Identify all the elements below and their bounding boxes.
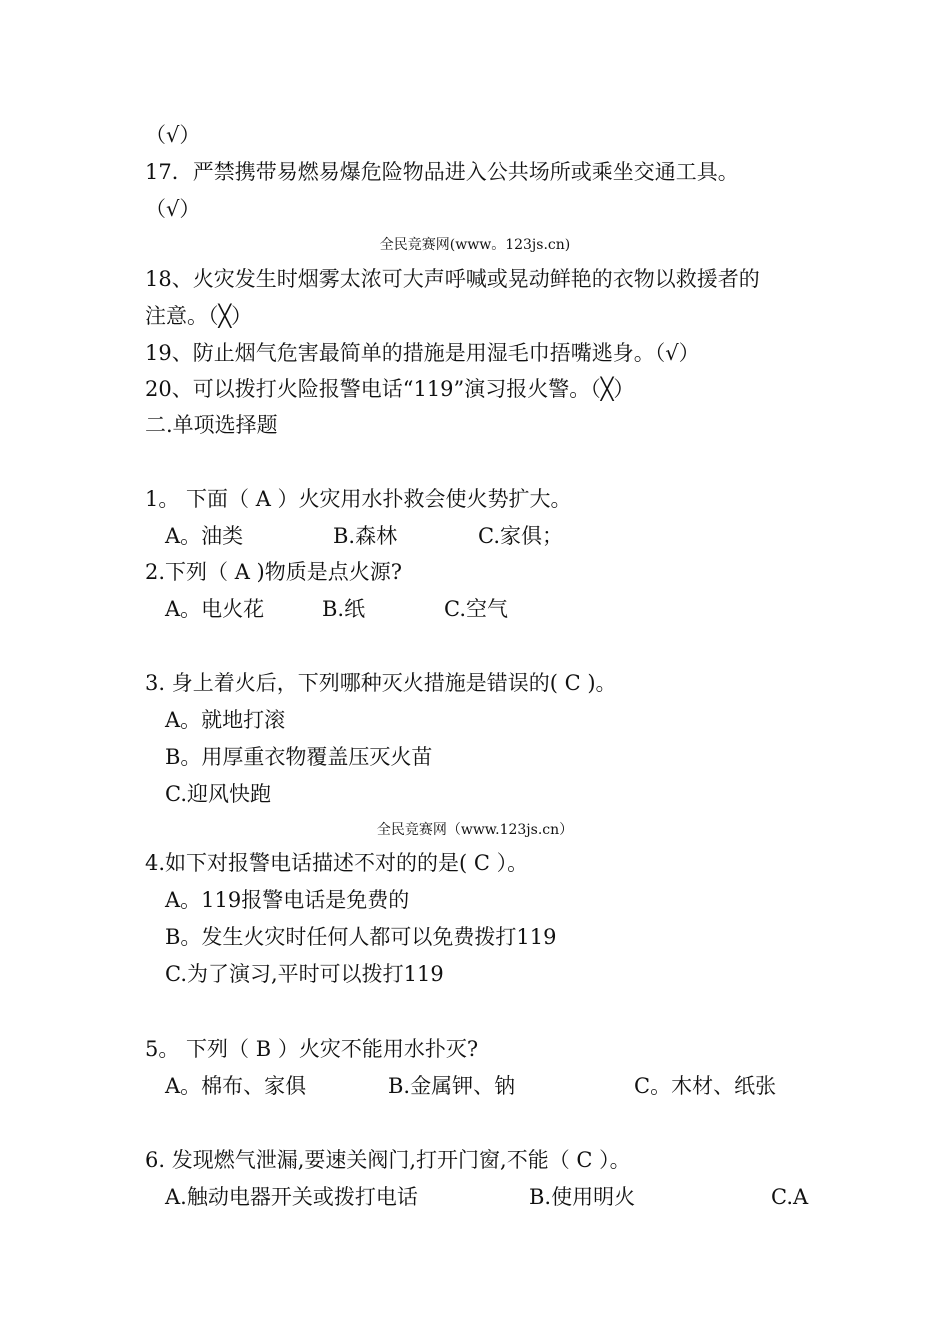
- statement-18: 18、火灾发生时烟雾太浓可大声呼喊或晃动鲜艳的衣物以救援者的: [145, 267, 760, 291]
- option-c: C.空气: [444, 597, 508, 621]
- section-heading: 二.单项选择题: [145, 413, 278, 437]
- statement-18-continued: 注意。（╳）: [145, 304, 253, 328]
- option-a: A。油类: [165, 524, 244, 548]
- option-a: A。就地打滚: [165, 708, 286, 732]
- option-a: A。棉布、家俱: [165, 1074, 307, 1098]
- question-5: 5。 下列（ B ）火灾不能用水扑灭?: [145, 1037, 479, 1061]
- statement-19: 19、防止烟气危害最简单的措施是用湿毛巾捂嘴逃身。（√）: [145, 341, 700, 365]
- option-c: C.迎风快跑: [165, 782, 271, 806]
- option-b: B.金属钾、钠: [388, 1074, 516, 1098]
- option-c: C.为了演习,平时可以拨打119: [165, 962, 444, 986]
- watermark-text: 全民竞赛网(www。123js.cn): [379, 237, 571, 253]
- question-6: 6. 发现燃气泄漏,要速关阀门,打开门窗,不能（ C ）。: [145, 1148, 631, 1172]
- option-c: C.家俱；: [478, 524, 563, 548]
- option-b: B。发生火灾时任何人都可以免费拨打119: [165, 925, 557, 949]
- question-1: 1。 下面（ A ）火灾用水扑救会使火势扩大。: [145, 487, 572, 511]
- question-3: 3. 身上着火后，下列哪种灭火措施是错误的( C )。: [145, 671, 617, 695]
- statement-20: 20、可以拨打火险报警电话“119”演习报火警。（╳）: [145, 377, 635, 401]
- question-4: 4.如下对报警电话描述不对的的是( C ）。: [145, 851, 529, 875]
- option-b: B。用厚重衣物覆盖压灭火苗: [165, 745, 433, 769]
- option-b: B.纸: [322, 597, 366, 621]
- question-2: 2.下列（ A )物质是点火源?: [145, 560, 403, 584]
- option-a: A。电火花: [165, 597, 265, 621]
- option-c: C.A: [771, 1185, 809, 1209]
- option-a: A.触动电器开关或拨打电话: [165, 1185, 418, 1209]
- statement-17: 17．严禁携带易燃易爆危险物品进入公共场所或乘坐交通工具。: [145, 160, 739, 184]
- option-b: B.使用明火: [529, 1185, 636, 1209]
- option-a: A。119报警电话是免费的: [165, 888, 410, 912]
- answer-mark: （√）: [145, 197, 201, 221]
- watermark-text: 全民竞赛网（www.123js.cn）: [376, 822, 574, 838]
- option-c: C。木材、纸张: [634, 1074, 777, 1098]
- option-b: B.森林: [333, 524, 398, 548]
- answer-mark: （√）: [145, 123, 201, 147]
